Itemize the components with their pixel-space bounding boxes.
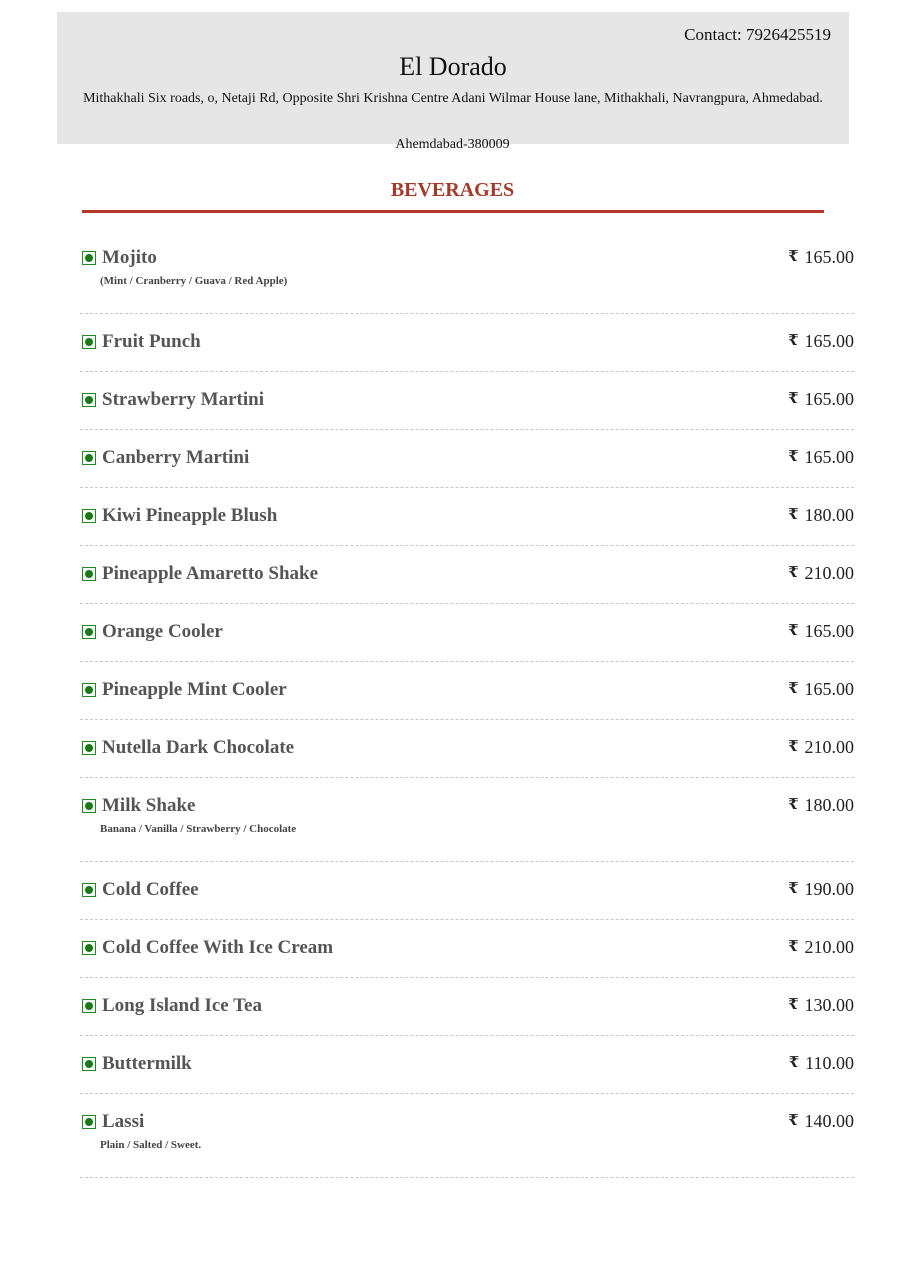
- menu-item-price: [788, 679, 854, 700]
- rupee-icon: ₹: [788, 449, 799, 465]
- menu-item: [80, 862, 854, 920]
- rupee-icon: ₹: [788, 881, 799, 897]
- menu-item-price: [788, 995, 854, 1016]
- price-value: 210.00: [804, 937, 854, 957]
- menu-item-price: [788, 1111, 854, 1132]
- menu-item-name: Pineapple Mint Cooler: [102, 679, 287, 700]
- veg-indicator-icon: [82, 451, 96, 465]
- menu-item: [80, 314, 854, 372]
- menu-item-price: [788, 247, 854, 268]
- veg-indicator-icon: [82, 1115, 96, 1129]
- menu-item-price: [788, 447, 854, 468]
- menu-item-price: [788, 737, 854, 758]
- section-divider: [82, 210, 824, 213]
- menu-item-description: Plain / Salted / Sweet.: [100, 1139, 202, 1151]
- price-value: 130.00: [804, 995, 854, 1015]
- menu-item-name: Fruit Punch: [102, 331, 201, 352]
- menu-item-name: Canberry Martini: [102, 447, 250, 468]
- rupee-icon: ₹: [788, 997, 799, 1013]
- menu-item: [80, 720, 854, 778]
- rupee-icon: ₹: [788, 1055, 800, 1071]
- price-value: 210.00: [804, 737, 854, 757]
- section-title: BEVERAGES: [390, 179, 515, 201]
- veg-indicator-icon: [82, 251, 96, 265]
- menu-item-price: [789, 1053, 854, 1074]
- menu-item-name: Buttermilk: [102, 1053, 192, 1074]
- menu-item-name: Milk Shake: [102, 795, 196, 816]
- rupee-icon: ₹: [788, 333, 799, 349]
- price-value: 210.00: [804, 563, 854, 583]
- menu-item: [80, 230, 854, 314]
- price-value: 165.00: [804, 331, 854, 351]
- menu-item-price: [788, 563, 854, 584]
- menu-item-name: Pineapple Amaretto Shake: [102, 563, 319, 584]
- menu-item: [80, 920, 854, 978]
- menu-item-name: Lassi: [102, 1111, 145, 1132]
- veg-indicator-icon: [82, 393, 96, 407]
- menu-item: [80, 430, 854, 488]
- price-value: 180.00: [804, 795, 854, 815]
- veg-indicator-icon: [82, 741, 96, 755]
- restaurant-header: [57, 12, 849, 144]
- price-value: 110.00: [805, 1053, 854, 1073]
- menu-item-description: Banana / Vanilla / Strawberry / Chocolate: [100, 823, 297, 835]
- veg-indicator-icon: [82, 625, 96, 639]
- price-value: 165.00: [804, 679, 854, 699]
- rupee-icon: ₹: [788, 797, 799, 813]
- menu-item-price: [788, 389, 854, 410]
- price-value: 165.00: [804, 247, 854, 267]
- rupee-icon: ₹: [788, 1113, 799, 1129]
- menu-item-price: [788, 879, 854, 900]
- price-value: 165.00: [804, 389, 854, 409]
- restaurant-address: Mithakhali Six roads, o, Netaji Rd, Opposite Shri Krishna Centre Adani Wilmar House lane, Mithakhali, Navrangpura, Ahmedabad.: [83, 91, 823, 106]
- menu-item-name: Nutella Dark Chocolate: [102, 737, 295, 758]
- menu-item: [80, 604, 854, 662]
- veg-indicator-icon: [82, 883, 96, 897]
- rupee-icon: ₹: [788, 681, 799, 697]
- veg-indicator-icon: [82, 683, 96, 697]
- veg-indicator-icon: [82, 567, 96, 581]
- price-value: 165.00: [804, 621, 854, 641]
- menu-item-price: [788, 937, 854, 958]
- menu-item-name: Cold Coffee With Ice Cream: [102, 937, 334, 958]
- rupee-icon: ₹: [788, 507, 799, 523]
- restaurant-name: El Dorado: [399, 52, 507, 81]
- restaurant-city: Ahemdabad-380009: [395, 137, 510, 152]
- contact-number: Contact: 7926425519: [684, 25, 831, 44]
- price-value: 140.00: [804, 1111, 854, 1131]
- menu-item: [80, 778, 854, 862]
- menu-item-price: [788, 621, 854, 642]
- menu-item: [80, 1094, 854, 1178]
- price-value: 190.00: [804, 879, 854, 899]
- price-value: 165.00: [804, 447, 854, 467]
- rupee-icon: ₹: [788, 565, 799, 581]
- veg-indicator-icon: [82, 1057, 96, 1071]
- menu-item: [80, 1036, 854, 1094]
- menu-item-description: (Mint / Cranberry / Guava / Red Apple): [100, 275, 288, 287]
- menu-item-name: Cold Coffee: [102, 879, 199, 900]
- menu-item: [80, 978, 854, 1036]
- rupee-icon: ₹: [788, 391, 799, 407]
- menu-item: [80, 372, 854, 430]
- rupee-icon: ₹: [788, 939, 799, 955]
- menu-item: [80, 546, 854, 604]
- veg-indicator-icon: [82, 799, 96, 813]
- price-value: 180.00: [804, 505, 854, 525]
- menu-item-price: [788, 505, 854, 526]
- rupee-icon: ₹: [788, 739, 799, 755]
- veg-indicator-icon: [82, 335, 96, 349]
- menu-item-price: [788, 331, 854, 352]
- menu-item-name: Mojito: [102, 247, 157, 268]
- menu-item-name: Kiwi Pineapple Blush: [102, 505, 278, 526]
- veg-indicator-icon: [82, 941, 96, 955]
- rupee-icon: ₹: [788, 249, 799, 265]
- menu-item-price: [788, 795, 854, 816]
- menu-item: [80, 662, 854, 720]
- menu-list: [80, 230, 854, 1178]
- menu-item-name: Orange Cooler: [102, 621, 223, 642]
- veg-indicator-icon: [82, 999, 96, 1013]
- menu-item-name: Strawberry Martini: [102, 389, 264, 410]
- menu-item-name: Long Island Ice Tea: [102, 995, 262, 1016]
- veg-indicator-icon: [82, 509, 96, 523]
- menu-item: [80, 488, 854, 546]
- rupee-icon: ₹: [788, 623, 799, 639]
